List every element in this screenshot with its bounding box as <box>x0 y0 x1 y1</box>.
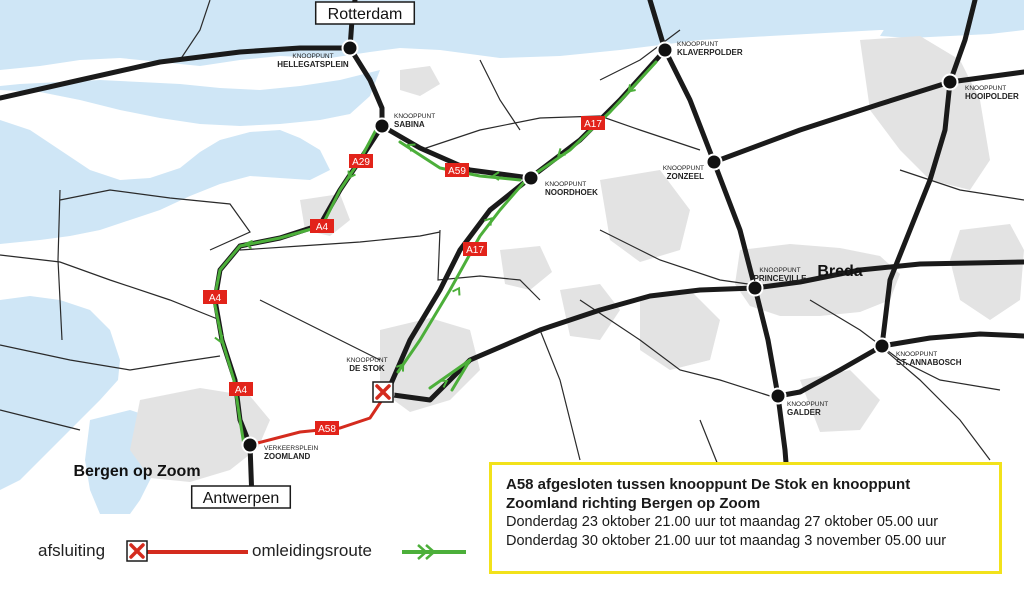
junction-name: SABINA <box>394 120 425 129</box>
road-shield-a58 <box>315 421 339 435</box>
road-shield-a29 <box>349 154 373 168</box>
closure-x-icon <box>373 382 393 402</box>
legend-closure-symbol <box>124 538 254 566</box>
junction-kind: KNOOPPUNT <box>759 267 801 274</box>
city-antwerpen <box>192 486 291 508</box>
junction-kind: KNOOPPUNT <box>965 85 1007 92</box>
road-shield-a17a <box>581 116 605 130</box>
city-label: Bergen op Zoom <box>73 463 201 480</box>
junction-klaverpolder <box>657 41 743 59</box>
closure-info-box <box>489 462 1002 574</box>
junction-name: NOORDHOEK <box>545 188 598 197</box>
junction-kind: KNOOPPUNT <box>662 165 704 172</box>
city-label: Rotterdam <box>327 6 403 23</box>
legend-detour-label: omleidingsroute <box>252 541 373 560</box>
closure-route <box>250 394 386 445</box>
road-shield-label: A4 <box>315 222 329 233</box>
junction-name: HELLEGATSPLEIN <box>277 60 349 69</box>
junction-zonzeel <box>663 154 723 182</box>
road-shield-label: A59 <box>448 166 466 177</box>
road-shield-label: A58 <box>318 424 336 435</box>
road-shield-label: A29 <box>352 157 370 168</box>
city-label: Breda <box>817 263 863 280</box>
junction-zoomland <box>242 437 319 462</box>
junction-kind: VERKEERSPLEIN <box>264 445 319 452</box>
legend-detour-symbol <box>400 538 470 566</box>
legend-closure-label: afsluiting <box>38 541 106 560</box>
junction-name: HOOIPOLDER <box>965 92 1019 101</box>
junction-name: DE STOK <box>349 364 385 373</box>
junction-noordhoek <box>523 170 599 198</box>
info-title: A58 afgesloten tussen knooppunt De Stok en knooppunt Zoomland richting Bergen op Zoom <box>506 476 911 512</box>
road-shield-label: A17 <box>584 119 602 130</box>
junction-name: ZOOMLAND <box>264 452 311 461</box>
info-period-1: Donderdag 23 oktober 21.00 uur tot maandag 27 oktober 05.00 uur <box>506 514 939 530</box>
junction-name: ZONZEEL <box>666 172 704 181</box>
junction-name: GALDER <box>787 408 821 417</box>
road-shield-a4c <box>229 382 253 396</box>
junction-kind: KNOOPPUNT <box>677 41 719 48</box>
junction-name: KLAVERPOLDER <box>677 48 743 57</box>
city-rotterdam <box>316 2 415 24</box>
junction-kind: KNOOPPUNT <box>394 113 436 120</box>
road-shield-label: A4 <box>208 293 222 304</box>
road-shield-a4b <box>203 290 227 304</box>
junction-name: PRINCEVILLE <box>753 274 807 283</box>
road-shield-label: A17 <box>466 245 484 256</box>
road-shield-a17b <box>463 242 487 256</box>
junction-kind: KNOOPPUNT <box>545 181 587 188</box>
junction-kind: KNOOPPUNT <box>896 351 938 358</box>
junction-kind: KNOOPPUNT <box>787 401 829 408</box>
road-shield-a59 <box>445 163 469 177</box>
junction-kind: KNOOPPUNT <box>292 53 334 60</box>
road-shield-a4a <box>310 219 334 233</box>
city-label: Antwerpen <box>202 490 280 507</box>
city-breda <box>817 263 862 280</box>
info-period-2: Donderdag 30 oktober 21.00 uur tot maandag 3 november 05.00 uur <box>506 533 947 549</box>
road-shield-label: A4 <box>234 385 248 396</box>
junction-name: ST. ANNABOSCH <box>896 358 962 367</box>
junction-kind: KNOOPPUNT <box>346 357 388 364</box>
city-bergen <box>73 463 200 480</box>
